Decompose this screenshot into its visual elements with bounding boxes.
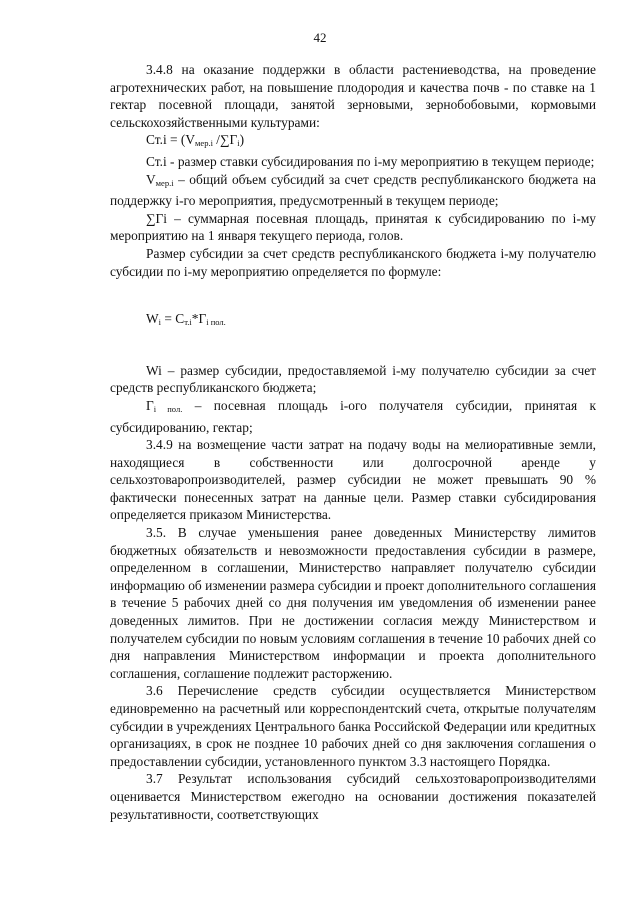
definition-rate: Ст.i - размер ставки субсидирования по i-му мероприятию в текущем периоде;	[146, 153, 595, 169]
definition-total-area: ∑Гi – суммарная посевная площадь, принятая к субсидированию по i-му мероприятию на 1 января текущего периода, голов.	[110, 210, 596, 244]
formula-rate: $Ст.i = (V_{мер.i}$ $/\sum Г_i$)	[146, 132, 245, 149]
definition-wi: Wi – размер субсидии, предоставляемой i-му получателю субсидии за счет средств республиканского бюджета;	[110, 362, 596, 396]
document-body	[110, 61, 596, 823]
formula-subsidy: $W_i = С_{т.i}*Г_{i пол.}$	[146, 311, 226, 328]
paragraph-3-7: 3.7 Результат использования субсидий сельхозтоваропроизводителями оценивается Министерством ежегодно на основании достижения показателей результативности, соответствующих	[110, 771, 596, 822]
paragraph-3-4-9: 3.4.9 на возмещение части затрат на подачу воды на мелиоративные земли, находящиеся в собственности или долгосрочной аренде у сельхозтоваропроизводителей, размер субсидии не может превышать 90 % фактически понесенных затрат на данные цели. Размер ставки субсидирования определяется приказом Министерства.	[110, 437, 596, 523]
paragraph-3-4-8: 3.4.8 на оказание поддержки в области растениеводства, на проведение агротехнических работ, на повышение плодородия и качества почв - по ставке на 1 гектар посевной площади, занятой зерновыми, зернобобовыми, кормовыми сельскохозяйственными культурами:	[110, 62, 596, 130]
paragraph-3-6: 3.6 Перечисление средств субсидии осуществляется Министерством единовременно на расчетный или корреспондентский счета, открытые получателям субсидии в учреждениях Центрального банка Российской Федерации или кредитных организациях, в срок не позднее 10 рабочих дней со дня заключения соглашения о предоставлении субсидии, установленного пунктом 3.3 настоящего Порядка.	[110, 683, 596, 769]
definition-volume: $V_{мер.i}$ – общий объем субсидий за счет средств республиканского бюджета на поддержку i-го мероприятия, предусмотренный в текущем периоде;	[110, 171, 596, 209]
paragraph-subsidy-size: Размер субсидии за счет средств республиканского бюджета i-му получателю субсидии по i-му мероприятию определяется по формуле:	[110, 245, 596, 279]
definition-area: $Г_{i пол.}$ – посевная площадь i-ого получателя субсидии, принятая к субсидированию, гектар;	[110, 397, 597, 435]
paragraph-3-5: 3.5. В случае уменьшения ранее доведенных Министерству лимитов бюджетных обязательств и невозможности предоставления субсидии в размере, определенном в соглашении, Министерство направляет получателю субсидии информацию об изменении размера субсидии и проект дополнительного соглашения в течение 5 рабочих дней со дня получения им уведомления об изменении ранее доведенных лимитов. При не достижении согласия между Министерством и получателем субсидии по новым условиям соглашения в течение 10 рабочих дней со дня направления Министерством информации и проекта дополнительного соглашения, соглашение подлежит расторжению.	[110, 525, 596, 681]
page-number: 42	[313, 30, 327, 45]
